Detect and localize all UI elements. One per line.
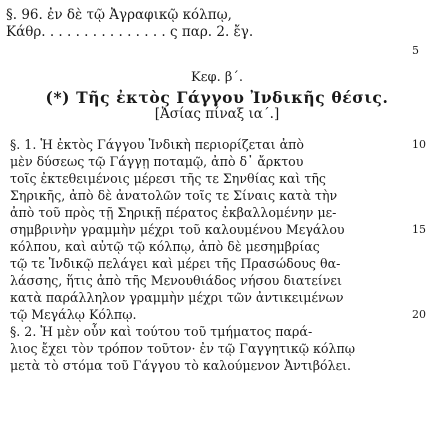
body-line: μετὰ τὸ στόμα τοῦ Γάγγου τὸ καλούμενον Ἀντιβόλει. [10,358,352,373]
body-line: κατὰ παράλληλον γραμμὴν μέχρι τῶν ἀντικειμένων [10,290,344,305]
body-line: §. 1. Ἡ ἐκτὸς Γάγγου Ἰνδικὴ περιορίζεται ἀπὸ [10,137,304,152]
section-title: (*) Τῆς ἐκτὸς Γάγγου Ἰνδικῆς θέσις. [45,88,389,107]
chapter-heading: Κεφ. β΄. [191,70,243,85]
section-subtitle: [Ἀσίας πίναξ ια΄.] [154,106,280,122]
line-number-margin: 5 [412,44,419,57]
body-line: Σηρικῆς, ἀπὸ δὲ ἀνατολῶν τοῖς τε Σίναις κατὰ τὴν [10,188,338,203]
line-number-margin: 15 [412,223,426,236]
line-number-margin: 20 [412,308,426,321]
body-line: κόλπου, καὶ αὐτῷ τῷ κόλπῳ, ἀπὸ δὲ μεσημβρίας [10,239,320,254]
body-line: ἀπὸ τοῦ πρὸς τῇ Σηρικῇ πέρατος ἐκβαλλομένην με- [10,205,337,220]
body-line: λάσσης, ἥτις ἀπὸ τῆς Μενουθιάδος νήσου διατείνει [10,273,342,288]
body-line: τοῖς ἐκτεθειμένοις μέρεσι τῆς τε Σηνθίας καὶ τῆς [10,171,326,186]
body-line: λιος ἔχει τὸν τρόπον τοῦτον· ἐν τῷ Γαγγητικῷ κόλπῳ [10,341,356,356]
body-line: μὲν δύσεως τῷ Γάγγῃ ποταμῷ, ἀπὸ δ᾽ ἄρκτου [10,154,304,169]
body-line: τῷ τε Ἰνδικῷ πελάγει καὶ μέρει τῆς Πρασώδους θα- [10,256,341,271]
body-line: σημβρινὴν γραμμὴν μέχρι τοῦ καλουμένου Μεγάλου [10,222,345,237]
body-line: §. 2. Ἡ μὲν οὖν καὶ τούτου τοῦ τμήματος παρά- [10,324,313,339]
header-line-2: Κάθρ. . . . . . . . . . . . . . . ς παρ. 2. ἔγ. [6,24,254,40]
header-line-1: §. 96. ἐν δὲ τῷ Ἀγραφικῷ κόλπῳ, [6,7,232,23]
body-line: τῷ Μεγάλῳ Κόλπῳ. [10,307,137,322]
line-number-margin: 10 [412,138,426,151]
